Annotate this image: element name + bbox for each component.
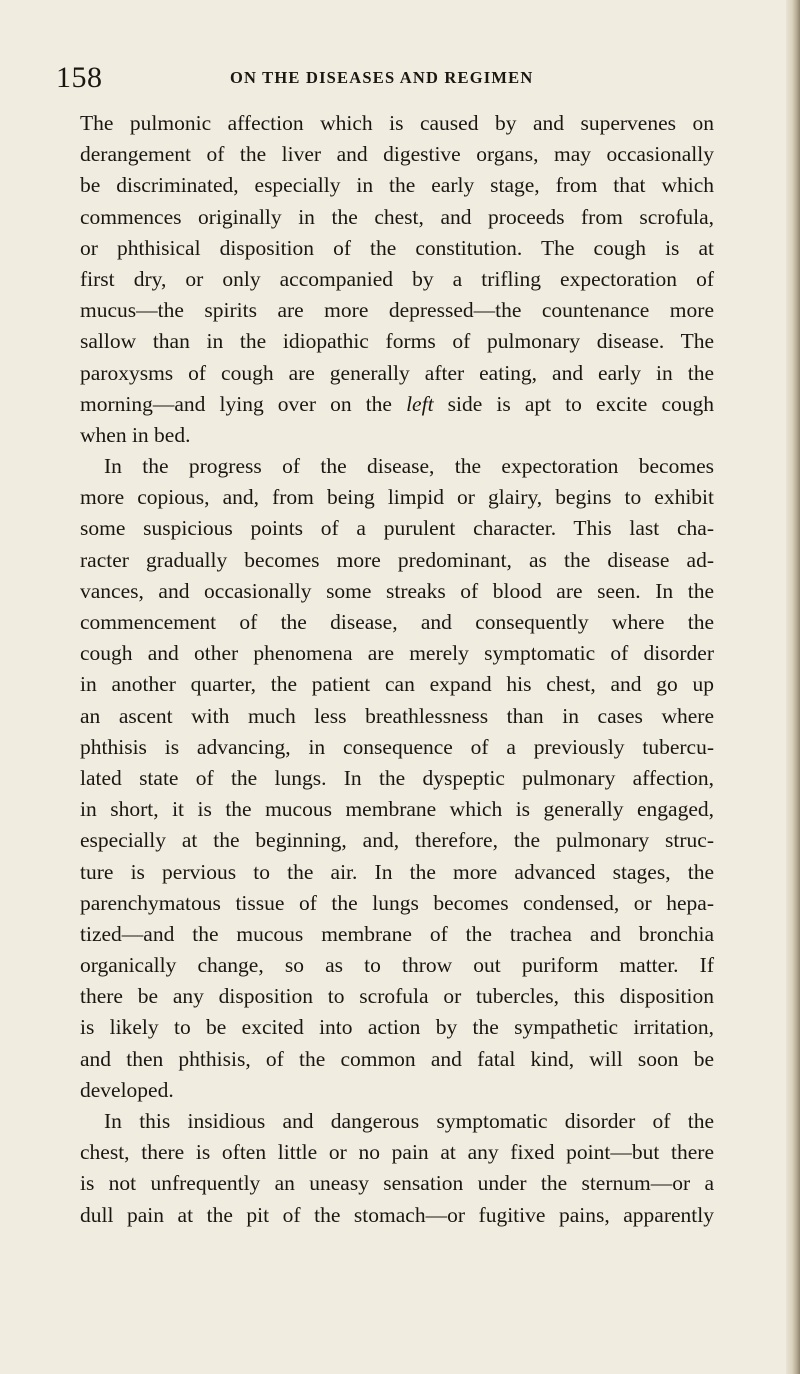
paragraph-1 — [80, 108, 714, 451]
text-line: tized—and the mucous membrane of the trachea and bronchia — [80, 921, 714, 946]
text-line: phthisis is advancing, in consequence of a previously tubercu- — [80, 734, 714, 759]
text-line: be discriminated, especially in the early stage, from that which — [80, 173, 714, 198]
text-line: an ascent with much less breathlessness than in cases where — [80, 703, 714, 728]
text-line: or phthisical disposition of the constitution. The cough is at — [80, 235, 714, 260]
text-line: organically change, so as to throw out puriform matter. If — [80, 953, 714, 978]
text-line: cough and other phenomena are merely symptomatic of disorder — [80, 641, 714, 666]
page-edge-shadow — [786, 0, 800, 1374]
text-line: some suspicious points of a purulent character. This last cha- — [80, 516, 714, 541]
running-title: ON THE DISEASES AND REGIMEN — [230, 68, 534, 87]
text-line: vances, and occasionally some streaks of blood are seen. In the — [80, 578, 714, 603]
text-segment: side is apt to excite cough — [433, 391, 714, 416]
text-line: lated state of the lungs. In the dyspeptic pulmonary affection, — [80, 765, 714, 790]
paragraph-3 — [80, 1106, 714, 1231]
body-text — [80, 108, 714, 1231]
paragraph-2 — [80, 451, 714, 1106]
text-line: commencement of the disease, and consequently where the — [80, 610, 714, 634]
text-line: paroxysms of cough are generally after eating, and early in the — [80, 360, 714, 385]
text-line: chest, there is often little or no pain at any fixed point—but there — [80, 1140, 714, 1165]
text-line: is likely to be excited into action by the sympathetic irritation, — [80, 1015, 714, 1040]
text-line: parenchymatous tissue of the lungs becomes condensed, or hepa- — [80, 890, 714, 915]
text-line: first dry, or only accompanied by a trifling expectoration of — [80, 266, 714, 291]
text-line: when in bed. — [80, 422, 191, 447]
text-line: developed. — [80, 1077, 174, 1102]
text-line: dull pain at the pit of the stomach—or fugitive pains, apparently — [80, 1202, 714, 1227]
text-line: racter gradually becomes more predominant, as the disease ad- — [80, 547, 714, 572]
text-line: ture is pervious to the air. In the more advanced stages, the — [80, 859, 714, 884]
text-line: sallow than in the idiopathic forms of pulmonary disease. The — [80, 329, 714, 354]
text-line: there be any disposition to scrofula or tubercles, this disposition — [80, 984, 714, 1009]
text-line: and then phthisis, of the common and fatal kind, will soon be — [80, 1046, 714, 1071]
text-line: In the progress of the disease, the expectoration becomes — [104, 454, 714, 479]
text-line: especially at the beginning, and, therefore, the pulmonary struc- — [80, 828, 714, 853]
text-line-with-emphasis — [80, 389, 714, 420]
text-segment: morning—and lying over on the — [80, 391, 407, 416]
text-line: in short, it is the mucous membrane which is generally engaged, — [80, 797, 714, 822]
text-line: The pulmonic affection which is caused by and supervenes on — [80, 111, 714, 135]
text-line: derangement of the liver and digestive organs, may occasionally — [80, 142, 714, 167]
text-line: in another quarter, the patient can expand his chest, and go up — [80, 672, 714, 697]
text-line: is not unfrequently an uneasy sensation under the sternum—or a — [80, 1171, 714, 1196]
text-line: more copious, and, from being limpid or glairy, begins to exhibit — [80, 485, 714, 510]
text-line: mucus—the spirits are more depressed—the countenance more — [80, 298, 714, 323]
page-number: 158 — [56, 61, 103, 94]
page-header — [56, 58, 756, 98]
text-line: commences originally in the chest, and proceeds from scrofula, — [80, 204, 714, 229]
text-line: In this insidious and dangerous symptomatic disorder of the — [104, 1109, 714, 1133]
emphasized-word: left — [406, 391, 434, 416]
